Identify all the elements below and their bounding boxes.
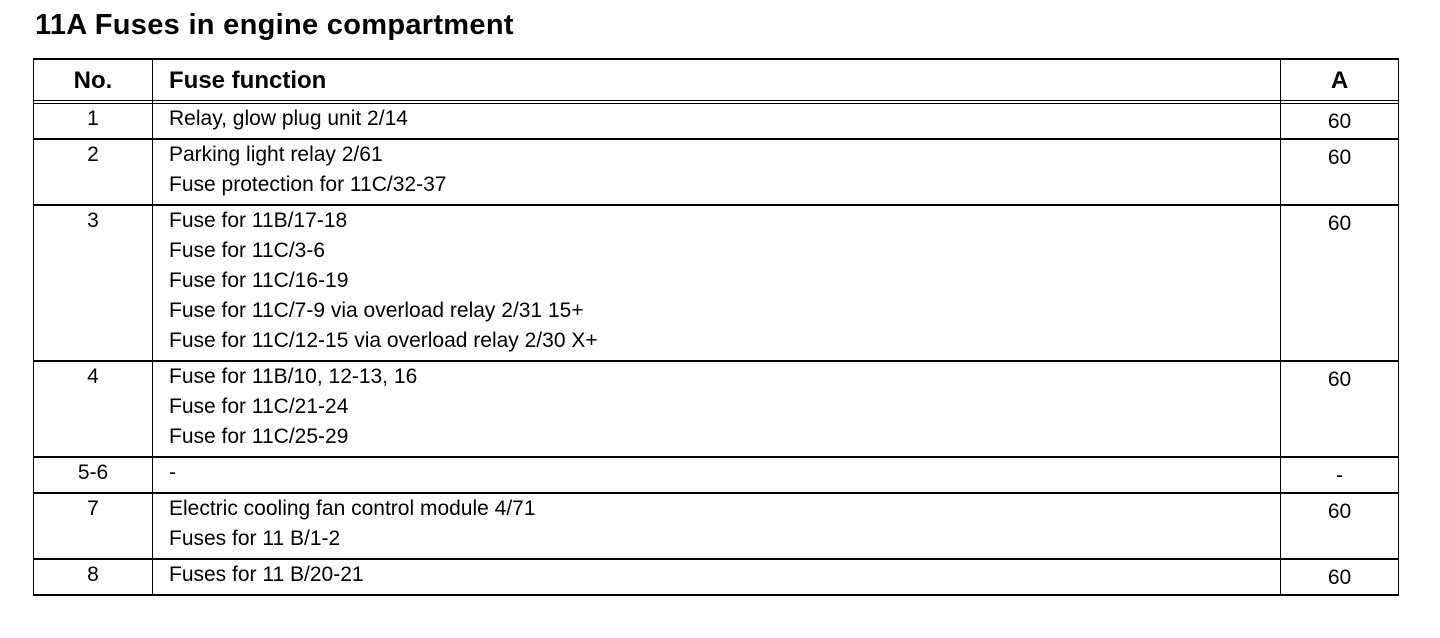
- table-row: [34, 457, 1399, 493]
- fuse-function-line: Fuse for 11C/25-29: [169, 425, 349, 448]
- fuse-function: [153, 457, 1281, 493]
- fuse-function-line: Electric cooling fan control module 4/71: [169, 497, 536, 520]
- fuse-function-line: Fuse for 11B/10, 12-13, 16: [169, 365, 418, 388]
- fuse-function: [153, 104, 1281, 140]
- table-row: [34, 493, 1399, 559]
- fuse-function-line: Fuses for 11 B/1-2: [169, 527, 341, 550]
- fuse-amperage: 60: [1281, 559, 1399, 595]
- fuse-amperage: -: [1281, 457, 1399, 493]
- fuse-function-line: Fuse for 11C/16-19: [169, 269, 349, 292]
- fuse-amperage: 60: [1281, 139, 1399, 205]
- fuse-number: 7: [34, 493, 153, 559]
- fuse-function-line: Fuses for 11 B/20-21: [169, 563, 364, 586]
- column-header-no: No.: [34, 59, 153, 101]
- fuse-function: [153, 139, 1281, 205]
- table-header: [34, 59, 1399, 104]
- fuse-number: 2: [34, 139, 153, 205]
- table-row: [34, 104, 1399, 140]
- fuse-function-line: Fuse for 11C/12-15 via overload relay 2/30 X+: [169, 329, 598, 352]
- column-header-fuse-function: Fuse function: [153, 59, 1281, 101]
- fuse-function-line: Fuse protection for 11C/32-37: [169, 173, 447, 196]
- table-row: [34, 205, 1399, 361]
- table-row: [34, 361, 1399, 457]
- fuse-amperage: 60: [1281, 205, 1399, 361]
- page-title: 11A Fuses in engine compartment: [35, 9, 514, 41]
- fuse-number: 1: [34, 104, 153, 140]
- fuse-number: 8: [34, 559, 153, 595]
- fuse-function: [153, 361, 1281, 457]
- fuse-function-line: Fuse for 11B/17-18: [169, 209, 348, 232]
- fuse-number: 4: [34, 361, 153, 457]
- fuse-function-line: -: [169, 461, 176, 484]
- fuse-function-line: Fuse for 11C/21-24: [169, 395, 349, 418]
- fuse-amperage: 60: [1281, 493, 1399, 559]
- table-body: [34, 104, 1399, 596]
- fuse-function-line: Fuse for 11C/7-9 via overload relay 2/31 15+: [169, 299, 584, 322]
- fuse-function-line: Relay, glow plug unit 2/14: [169, 107, 408, 130]
- fuse-function: [153, 559, 1281, 595]
- fuse-function: [153, 493, 1281, 559]
- fuse-function-line: Parking light relay 2/61: [169, 143, 383, 166]
- fuse-number: 3: [34, 205, 153, 361]
- fuse-amperage: 60: [1281, 361, 1399, 457]
- table-row: [34, 559, 1399, 595]
- fuse-number: 5-6: [34, 457, 153, 493]
- fuse-amperage: 60: [1281, 104, 1399, 140]
- column-header-amps: A: [1281, 59, 1399, 101]
- fuse-table: [33, 58, 1399, 596]
- table-row: [34, 139, 1399, 205]
- fuse-function-line: Fuse for 11C/3-6: [169, 239, 326, 262]
- fuse-function: [153, 205, 1281, 361]
